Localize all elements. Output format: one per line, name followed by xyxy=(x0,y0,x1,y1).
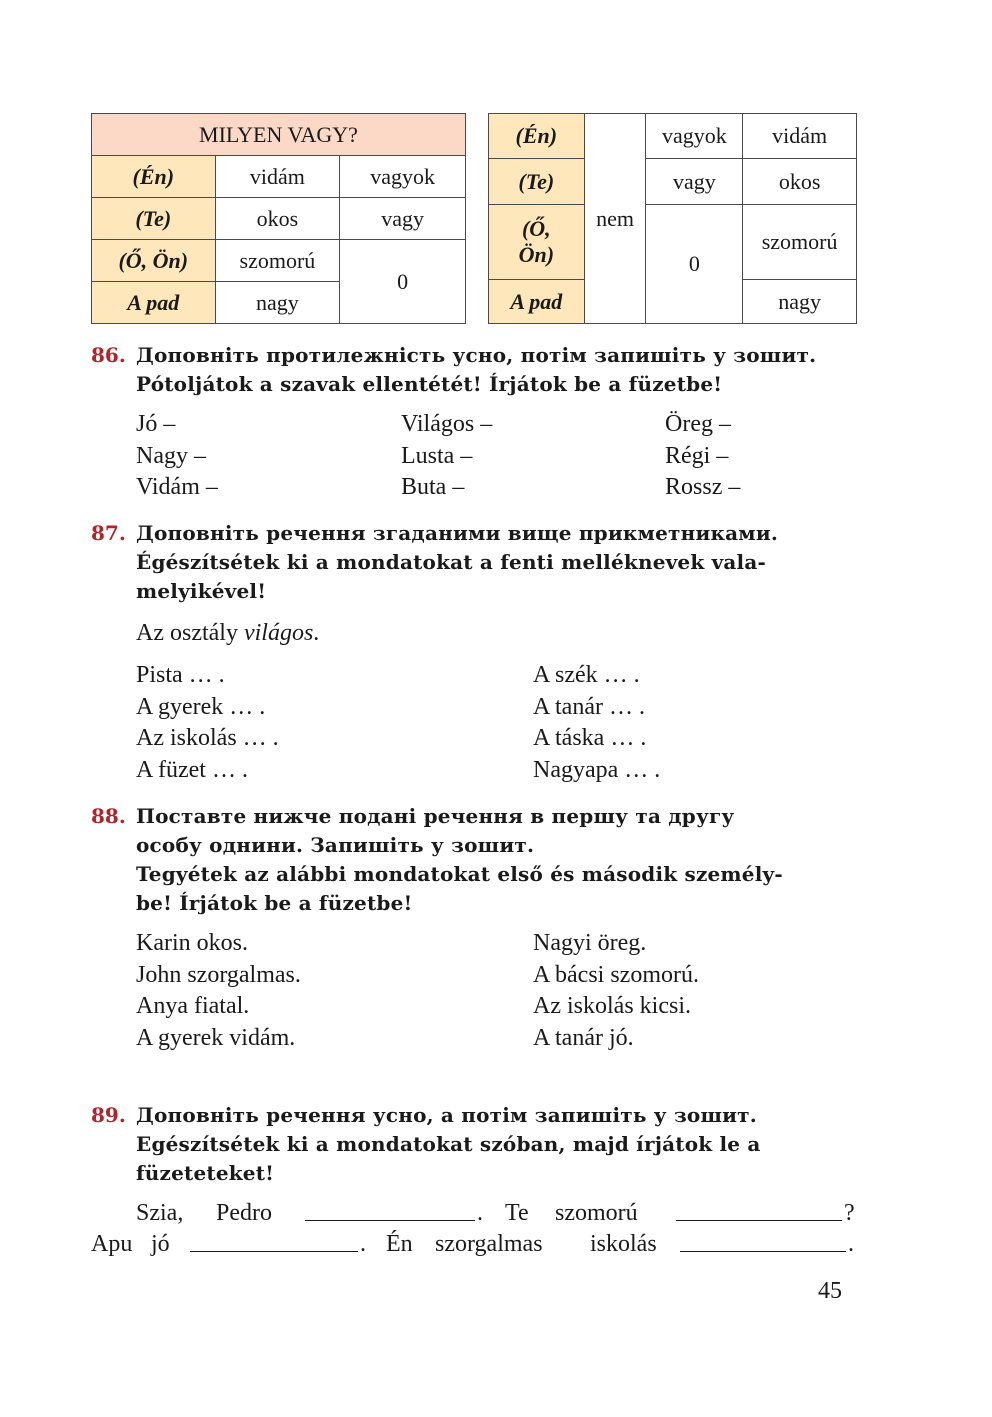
table-verb: vagyok xyxy=(340,156,466,198)
table-verb: vagy xyxy=(340,198,466,240)
word-item: Buta – xyxy=(401,474,465,500)
fill-in-line xyxy=(136,1200,183,1227)
conjugation-table-positive xyxy=(91,113,466,324)
pronoun-line: (Ő, xyxy=(521,216,551,241)
instruction-line: be! Írjátok be a füzetbe! xyxy=(136,891,413,915)
instruction-line: Égészítsétek ki a mondatokat a fenti melléknevek vala- xyxy=(136,550,767,574)
table-pronoun: (Te) xyxy=(489,159,585,205)
table-pronoun: (Én) xyxy=(92,156,216,198)
fill-word: Apu xyxy=(91,1231,133,1257)
instruction-line: füzeteteket! xyxy=(136,1161,275,1185)
sentence-item: A gyerek … . xyxy=(136,693,266,720)
sentence-item: A táska … . xyxy=(533,725,647,751)
blank-line xyxy=(305,1200,475,1228)
word-item: Vidám – xyxy=(136,474,218,500)
table-pronoun xyxy=(489,205,585,280)
conjugation-table-negative xyxy=(488,113,857,324)
sentence-item: Pista … . xyxy=(136,662,225,688)
fill-word: iskolás xyxy=(590,1231,657,1257)
word-column xyxy=(401,409,492,504)
example-sentence xyxy=(136,618,319,650)
table-title: MILYEN VAGY? xyxy=(92,114,466,156)
table-adjective: vidám xyxy=(215,156,340,198)
fill-word: . xyxy=(848,1231,854,1257)
instruction-line: особу однини. Запишіть у зошит. xyxy=(136,833,535,857)
sentence-item: A bácsi szomorú. xyxy=(533,961,699,988)
table-adjective: szomorú xyxy=(743,205,857,280)
table-adjective: szomorú xyxy=(215,240,340,282)
sentence-item: Nagyapa … . xyxy=(533,756,661,783)
fill-word: ? xyxy=(844,1200,855,1226)
blank-line xyxy=(190,1231,358,1259)
exercise-instruction xyxy=(136,802,871,918)
sentence-item: Az iskolás kicsi. xyxy=(533,993,691,1019)
fill-word: szorgalmas xyxy=(435,1231,543,1257)
sentence-column xyxy=(136,660,279,786)
sentence-column xyxy=(533,928,699,1054)
table-pronoun: A pad xyxy=(92,282,216,324)
blank-line xyxy=(680,1231,846,1259)
instruction-line: Доповніть протилежність усно, потім запишіть у зошит. xyxy=(136,343,817,367)
sentence-column xyxy=(136,928,301,1054)
exercise-number: 86. xyxy=(91,343,126,367)
table-verb: vagyok xyxy=(646,114,743,159)
instruction-line: Поставте нижче подані речення в першу та другу xyxy=(136,804,735,828)
table-verb-zero: 0 xyxy=(340,240,466,324)
exercise-instruction xyxy=(136,341,871,399)
fill-word: Én xyxy=(386,1231,413,1257)
word-item: Régi – xyxy=(665,442,729,469)
instruction-line: Доповніть речення згаданими вище прикметниками. xyxy=(136,521,779,545)
page-number: 45 xyxy=(818,1278,842,1304)
table-adjective: vidám xyxy=(743,114,857,159)
exercise-86 xyxy=(91,341,871,399)
example-suffix: . xyxy=(313,620,320,646)
fill-word: szomorú xyxy=(555,1200,638,1226)
exercise-number: 89. xyxy=(91,1103,126,1127)
word-item: Öreg – xyxy=(665,411,731,437)
exercise-88 xyxy=(91,802,871,918)
word-item: Lusta – xyxy=(401,442,473,469)
sentence-item: John szorgalmas. xyxy=(136,961,301,988)
table-adjective: okos xyxy=(215,198,340,240)
fill-word: Pedro xyxy=(216,1200,272,1226)
sentence-item: Az iskolás … . xyxy=(136,725,279,751)
sentence-item: Karin okos. xyxy=(136,930,248,956)
word-item: Rossz – xyxy=(665,474,741,500)
instruction-line: melyikével! xyxy=(136,579,267,603)
sentence-item: A szék … . xyxy=(533,662,640,688)
table-pronoun: (Ő, Ön) xyxy=(92,240,216,282)
instruction-line: Pótoljátok a szavak ellentétét! Írjátok be a füzetbe! xyxy=(136,372,723,396)
sentence-item: A füzet … . xyxy=(136,756,248,783)
exercise-instruction xyxy=(136,519,871,606)
word-item: Nagy – xyxy=(136,442,206,469)
sentence-item: A tanár jó. xyxy=(533,1024,634,1051)
table-adjective: nagy xyxy=(215,282,340,324)
exercise-number: 87. xyxy=(91,521,126,545)
sentence-column xyxy=(533,660,660,786)
exercise-89 xyxy=(91,1101,871,1188)
word-item: Jó – xyxy=(136,411,176,437)
word-column xyxy=(665,409,740,504)
table-verb-zero: 0 xyxy=(646,205,743,324)
fill-word: . xyxy=(360,1231,366,1257)
table-adjective: okos xyxy=(743,159,857,205)
sentence-item: Anya fiatal. xyxy=(136,993,250,1019)
fill-word: Te xyxy=(505,1200,529,1226)
table-pronoun: (Te) xyxy=(92,198,216,240)
blank-line xyxy=(676,1200,842,1228)
fill-word: . xyxy=(477,1200,483,1226)
instruction-line: Доповніть речення усно, а потім запишіть у зошит. xyxy=(136,1103,757,1127)
sentence-item: A tanár … . xyxy=(533,693,645,720)
fill-word: Szia, xyxy=(136,1200,184,1226)
pronoun-line: Ön) xyxy=(518,242,555,267)
sentence-item: Nagyi öreg. xyxy=(533,930,647,956)
fill-word: jó xyxy=(151,1231,170,1257)
table-pronoun: (Én) xyxy=(489,114,585,159)
sentence-item: A gyerek vidám. xyxy=(136,1024,296,1051)
exercise-instruction xyxy=(136,1101,871,1188)
word-column xyxy=(136,409,218,504)
instruction-line: Egészítsétek ki a mondatokat szóban, majd írjátok le a xyxy=(136,1132,761,1156)
example-prefix: Az osztály xyxy=(136,620,244,646)
table-adjective: nagy xyxy=(743,280,857,324)
exercise-87 xyxy=(91,519,871,606)
example-word: világos xyxy=(243,620,314,646)
exercise-number: 88. xyxy=(91,804,126,828)
word-item: Világos – xyxy=(401,411,493,437)
instruction-line: Tegyétek az alábbi mondatokat első és második személy- xyxy=(136,862,783,886)
table-negation: nem xyxy=(584,114,646,324)
table-pronoun: A pad xyxy=(489,280,585,324)
table-verb: vagy xyxy=(646,159,743,205)
